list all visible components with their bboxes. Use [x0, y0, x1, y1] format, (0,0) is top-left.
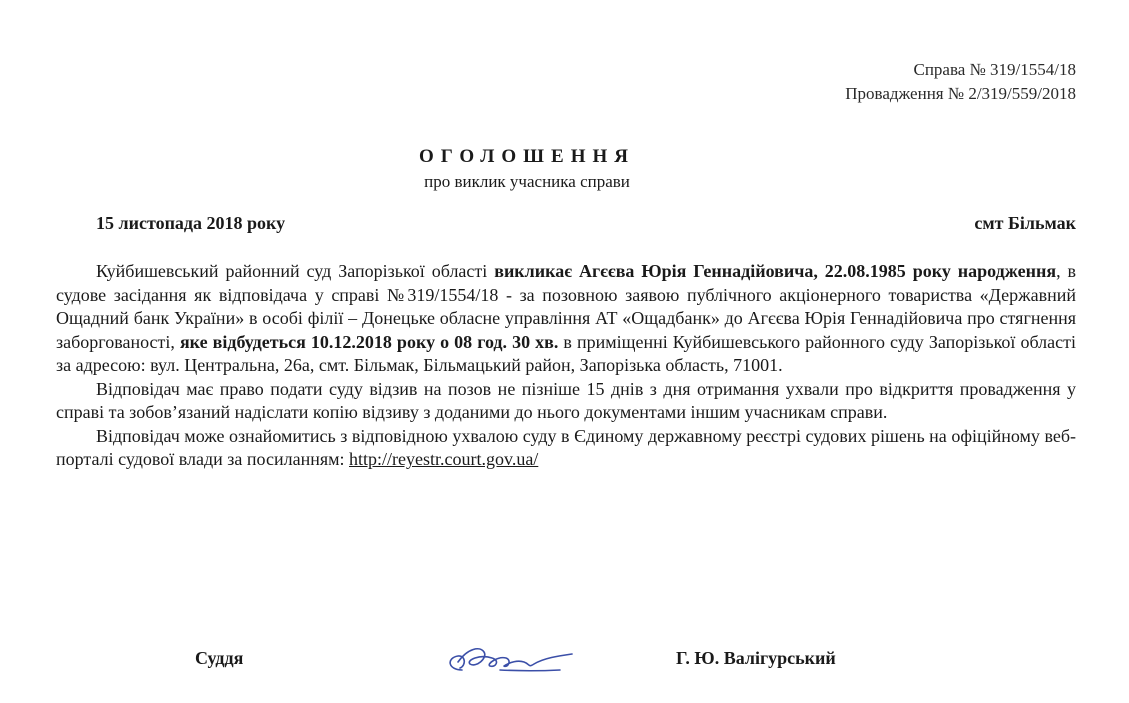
paragraph-summons	[56, 260, 1076, 378]
paragraph-summons-text-3: в приміщенні Куйбишевського районного суду Запорізької області за адресою: вул. Центральна, 26а, смт. Більмак, Більмацький район, Запорізька область, 71001.	[56, 331, 1076, 375]
date-place-line	[96, 213, 1076, 234]
paragraph-registry	[56, 425, 1076, 472]
case-reference	[845, 58, 1076, 106]
judge-name: Г. Ю. Валігурський	[676, 648, 836, 668]
document-body	[56, 260, 1076, 472]
judge-label: Суддя	[195, 648, 244, 668]
document-date: 15 листопада 2018 року	[96, 213, 286, 233]
case-number: Справа № 319/1554/18	[913, 60, 1076, 79]
paragraph-response-right: Відповідач має право подати суду відзив на позов не пізніше 15 днів з дня отримання ухвали про відкриття провадження у справі та зобов’язаний надіслати копію відзиву з доданими до нього документами іншим учасникам справи.	[56, 378, 1076, 422]
document-title: ОГОЛОШЕННЯ	[419, 146, 635, 167]
paragraph-summons-bold-1: викликає Агєєва Юрія Геннадійовича, 22.08.1985 року народження	[494, 261, 1057, 281]
paragraph-summons-bold-2: яке відбудеться 10.12.2018 року о 08 год. 30 хв.	[179, 331, 559, 352]
document-place: смт Більмак	[974, 213, 1076, 233]
paragraph-summons-text-1: Куйбишевський районний суд Запорізької області	[96, 261, 495, 281]
registry-link[interactable]: http://reyestr.court.gov.ua/	[349, 449, 539, 469]
handwritten-signature	[440, 640, 600, 680]
document-subtitle: про виклик учасника справи	[424, 172, 630, 191]
paragraph-registry-text: Відповідач може ознайомитись з відповідною ухвалою суду в Єдиному державному реєстрі судових рішень на офіційному веб-порталі судової влади за посиланням:	[56, 425, 1076, 469]
signature-block	[0, 640, 1129, 680]
paragraph-summons-text-2: , в судове засідання як відповідача у справі №319/1554/18 - за позовною заявою публічного акціонерного товариства «Державний Ощадний банк України» в особі філії – Донецьке обласне управління АТ «Ощадбанк» до Агєєва Юрія Геннадійовича про стягнення заборгованості,	[56, 261, 1076, 352]
proceeding-number: Провадження № 2/319/559/2018	[845, 84, 1076, 103]
